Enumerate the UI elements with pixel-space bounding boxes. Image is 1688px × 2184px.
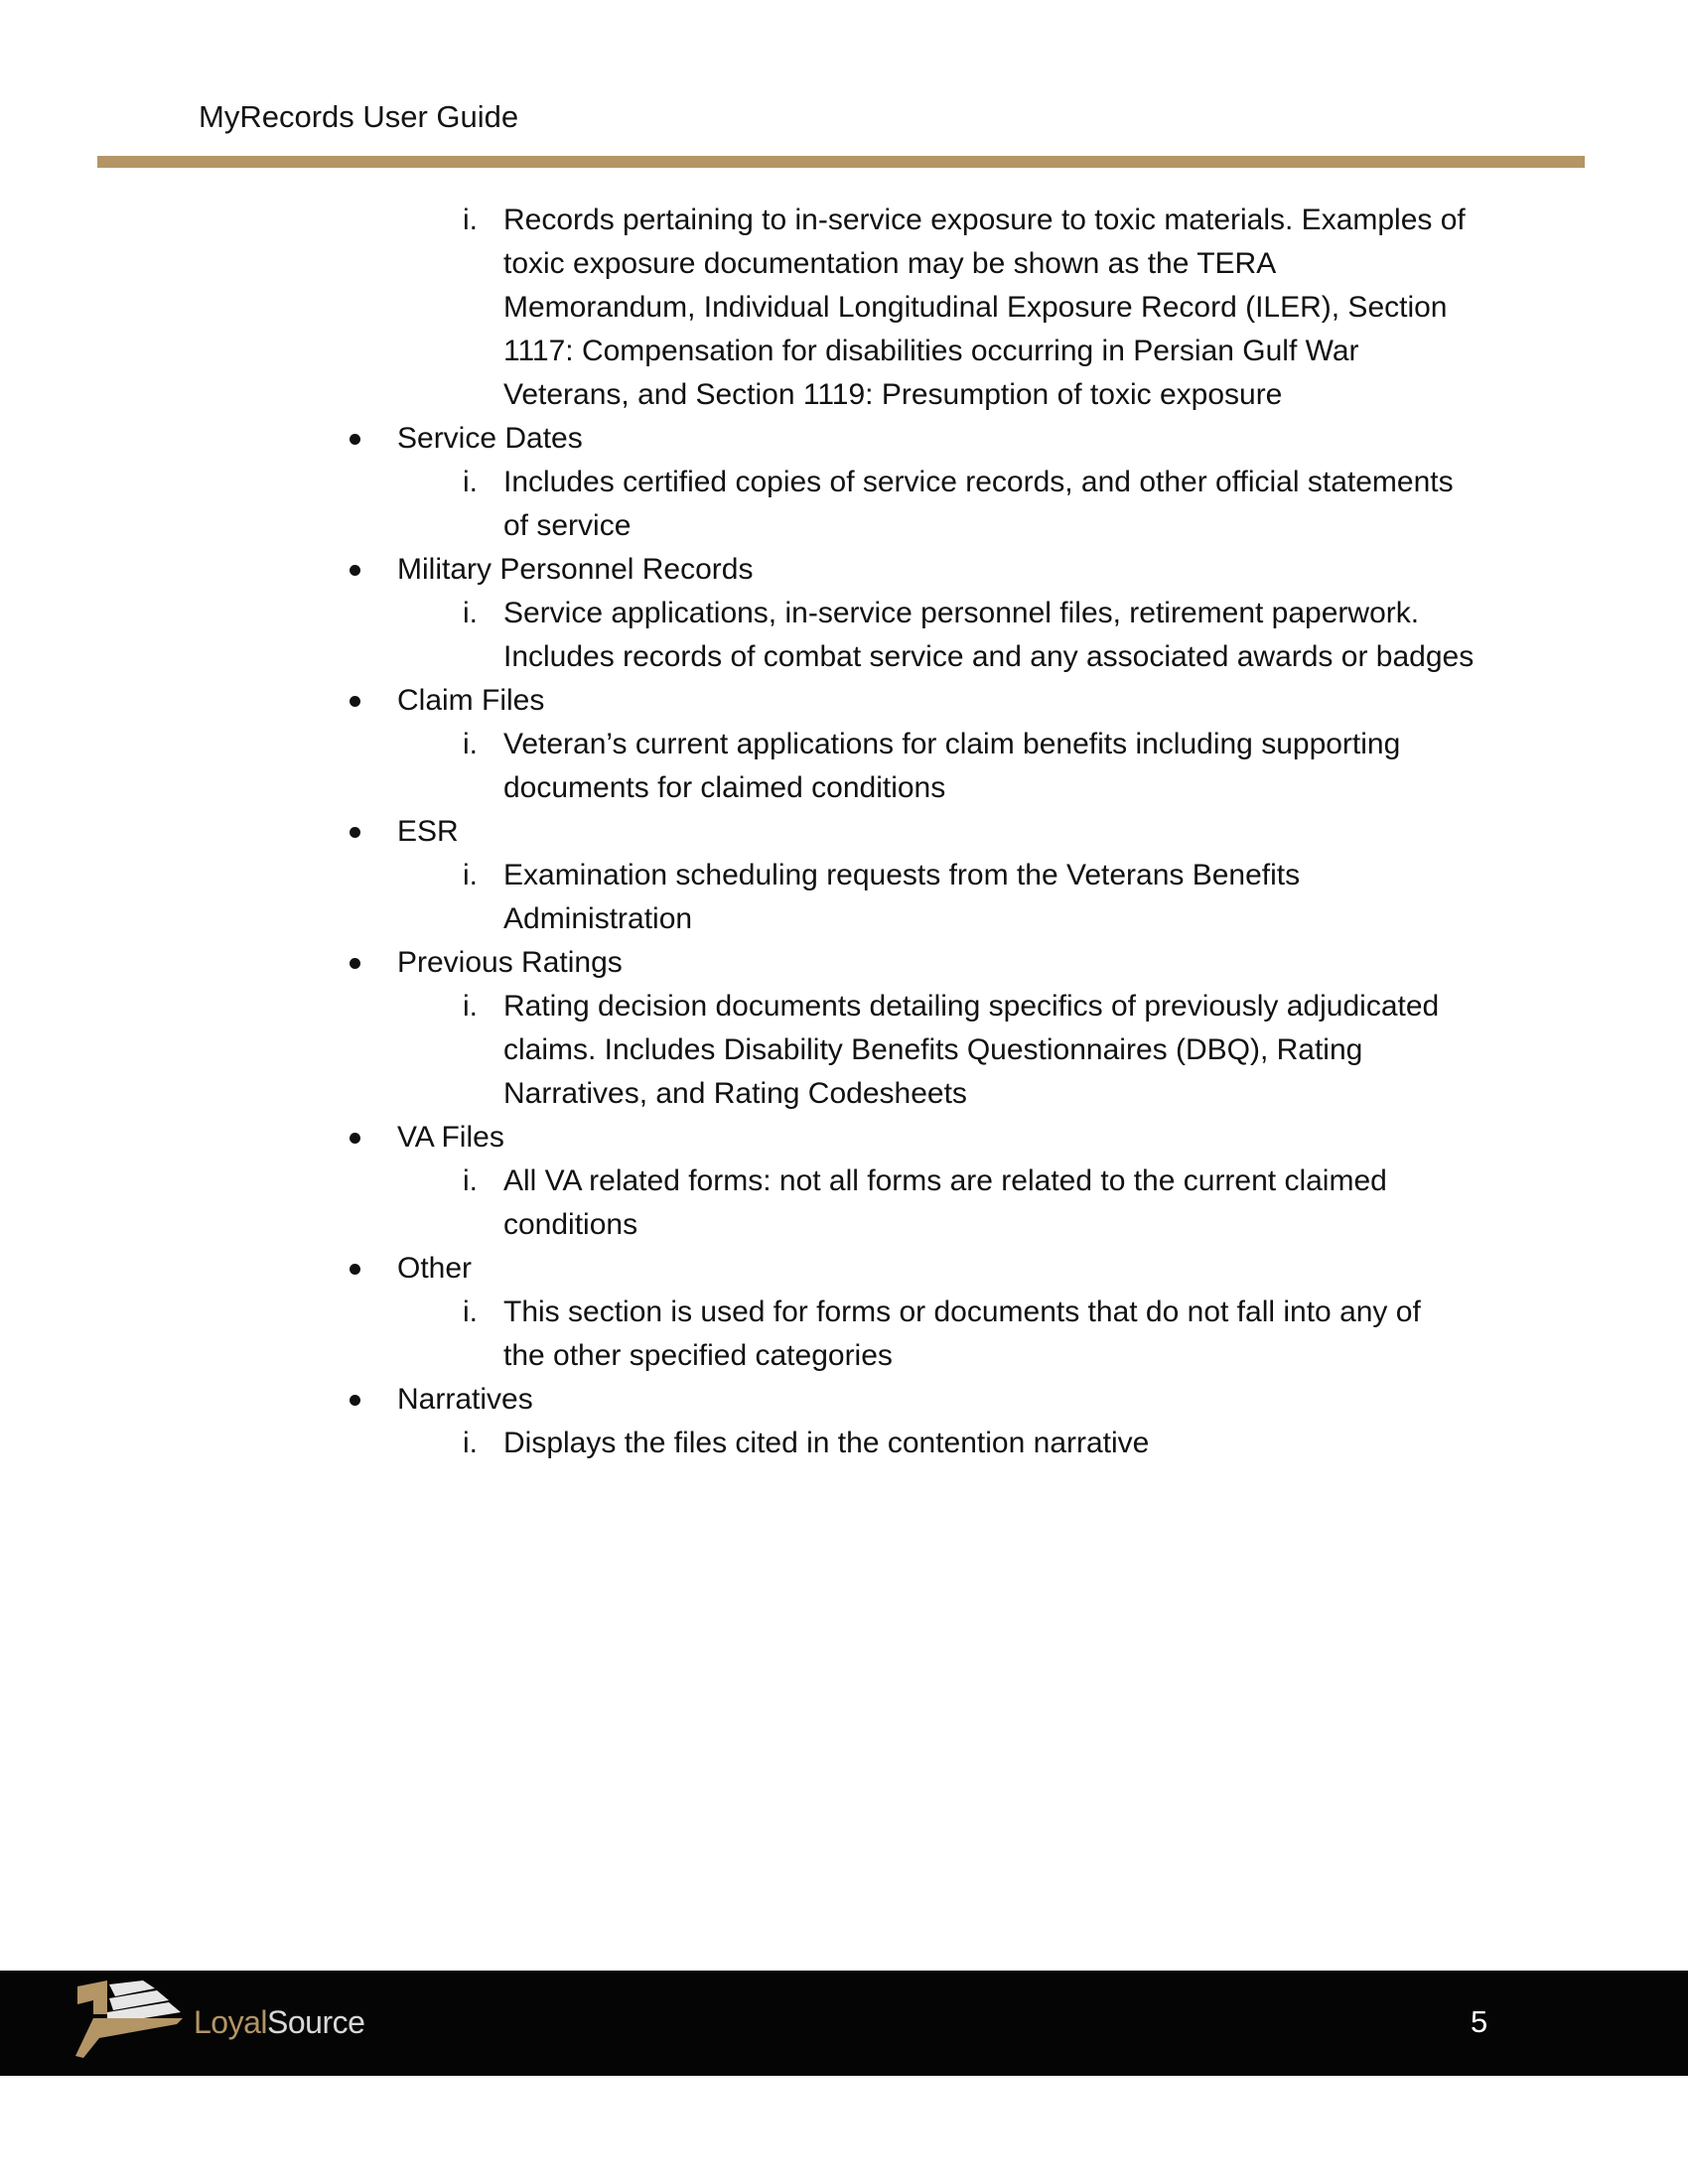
sub-item-marker: i. xyxy=(463,204,478,236)
header-rule xyxy=(97,156,1585,168)
sub-item-text-line: All VA related forms: not all forms are related to the current claimed xyxy=(503,1164,1387,1197)
list-item-title: Other xyxy=(397,1252,473,1285)
sub-item-text-line: 1117: Compensation for disabilities occurring in Persian Gulf War xyxy=(503,335,1359,367)
sub-item-marker: i. xyxy=(463,1427,478,1459)
document-header-title: MyRecords User Guide xyxy=(199,99,519,134)
sub-item-marker: i. xyxy=(463,466,478,498)
bullet-icon xyxy=(350,696,360,707)
sub-item-text-line: Narratives, and Rating Codesheets xyxy=(503,1077,967,1110)
bullet-icon xyxy=(350,1264,360,1275)
sub-item-text-line: Includes records of combat service and any associated awards or badges xyxy=(503,640,1475,673)
sub-item-text-line: Veteran’s current applications for claim benefits including supporting xyxy=(503,728,1401,760)
footer-bar xyxy=(0,1971,1688,2076)
bullet-icon xyxy=(350,827,360,838)
sub-item-text-line: the other specified categories xyxy=(503,1339,893,1372)
sub-item-marker: i. xyxy=(463,990,478,1023)
sub-item-text-line: Service applications, in-service personnel files, retirement paperwork. xyxy=(503,597,1420,629)
sub-item-text-line: conditions xyxy=(503,1208,638,1241)
sub-item-text-line: claims. Includes Disability Benefits Questionnaires (DBQ), Rating xyxy=(503,1033,1363,1066)
list-item-title: Previous Ratings xyxy=(397,946,623,979)
list-item-title: Claim Files xyxy=(397,684,545,717)
page-number: 5 xyxy=(1471,2004,1488,2039)
sub-item-text-line: Includes certified copies of service records, and other official statements xyxy=(503,466,1454,498)
sub-item-marker: i. xyxy=(463,1164,478,1197)
sub-item-marker: i. xyxy=(463,597,478,629)
bullet-icon xyxy=(350,434,360,445)
sub-item-text-line: Memorandum, Individual Longitudinal Exposure Record (ILER), Section xyxy=(503,291,1448,324)
sub-item-text-line: of service xyxy=(503,509,632,542)
list-item-title: Service Dates xyxy=(397,422,583,455)
loyalsource-logo-icon xyxy=(73,1979,185,2062)
sub-item-text-line: Veterans, and Section 1119: Presumption of toxic exposure xyxy=(503,378,1283,411)
list-item-title: Military Personnel Records xyxy=(397,553,754,586)
sub-item-marker: i. xyxy=(463,859,478,891)
list-item-title: Narratives xyxy=(397,1383,533,1416)
list-item-title: ESR xyxy=(397,815,459,848)
bullet-icon xyxy=(350,1395,360,1406)
sub-item-text-line: This section is used for forms or documents that do not fall into any of xyxy=(503,1296,1421,1328)
sub-item-text-line: toxic exposure documentation may be shown as the TERA xyxy=(503,247,1277,280)
list-item-title: VA Files xyxy=(397,1121,504,1154)
sub-item-text-line: Administration xyxy=(503,902,693,935)
sub-item-text-line: Examination scheduling requests from the Veterans Benefits xyxy=(503,859,1301,891)
sub-item-text-line: documents for claimed conditions xyxy=(503,771,946,804)
sub-item-text-line: Rating decision documents detailing specifics of previously adjudicated xyxy=(503,990,1440,1023)
loyalsource-logo-text xyxy=(194,2002,364,2042)
sub-item-text-line: Records pertaining to in-service exposure to toxic materials. Examples of xyxy=(503,204,1466,236)
logo-text-source: Source xyxy=(267,2004,365,2040)
bullet-icon xyxy=(350,1133,360,1144)
bullet-icon xyxy=(350,958,360,969)
sub-item-text-line: Displays the files cited in the contention narrative xyxy=(503,1427,1150,1459)
bullet-icon xyxy=(350,565,360,576)
logo-text-loyal: Loyal xyxy=(194,2004,267,2040)
sub-item-marker: i. xyxy=(463,1296,478,1328)
sub-item-marker: i. xyxy=(463,728,478,760)
